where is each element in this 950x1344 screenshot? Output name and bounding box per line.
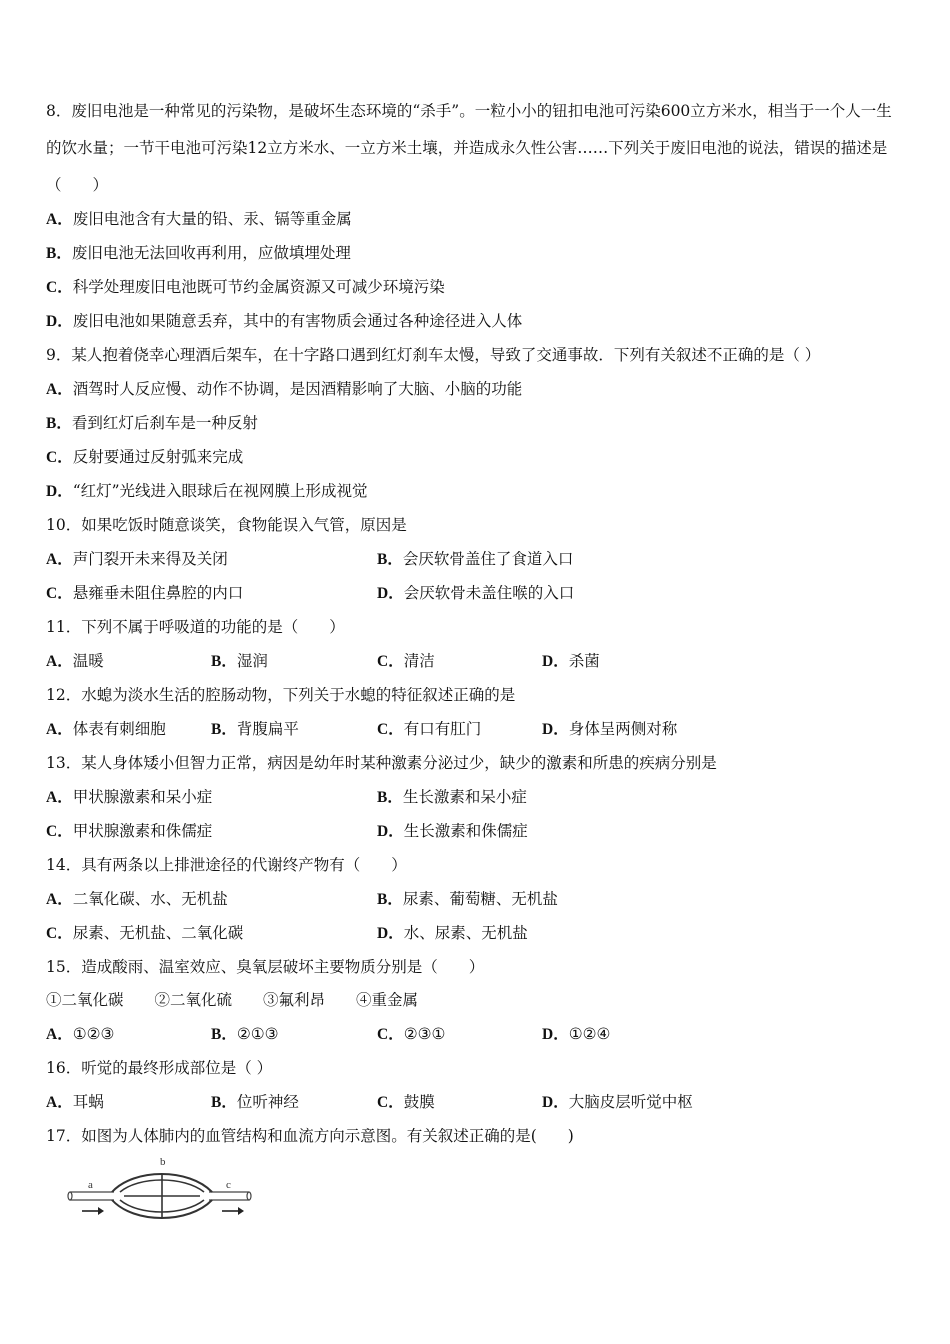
option-label: D． [46,313,73,330]
question-16-option-d [542,1092,693,1113]
option-text: 废旧电池无法回收再利用，应做填埋处理 [71,244,351,262]
option-label: D． [542,1094,569,1111]
question-17-stem: 17．如图为人体肺内的血管结构和血流方向示意图。有关叙述正确的是( ) [46,1127,574,1145]
question-13-stem: 13．某人身体矮小但智力正常，病因是幼年时某种激素分泌过少，缺少的激素和所患的疾病分别是 [46,754,717,772]
option-label: A． [46,211,73,228]
question-15-option-c [377,1024,445,1045]
question-15-option-d [542,1024,610,1045]
question-8-option-b [46,243,351,264]
question-14-option-d [377,923,528,944]
flow-arrow-out-icon [238,1207,244,1215]
option-text: 尿素、葡萄糖、无机盐 [402,890,558,908]
option-label: D． [377,925,404,942]
question-12-option-b [211,719,299,740]
option-label: B． [211,1026,237,1043]
option-text: 看到红灯后刹车是一种反射 [71,414,258,432]
option-label: D． [542,653,569,670]
option-text: 身体呈两侧对称 [568,720,678,738]
option-text: 二氧化碳、水、无机盐 [72,890,228,908]
question-14-option-b [377,889,558,910]
question-13-option-b [377,787,527,808]
question-15-option-b [211,1024,279,1045]
question-11-option-d [542,651,600,672]
option-label: A． [46,1026,73,1043]
question-10-option-d [377,583,574,604]
option-text: ②③① [403,1025,446,1043]
option-text: 声门裂开未来得及关闭 [72,550,228,568]
option-text: 水、尿素、无机盐 [403,924,528,942]
option-text: 尿素、无机盐、二氧化碳 [72,924,244,942]
option-text: 位听神经 [236,1093,299,1111]
option-label: A． [46,653,73,670]
question-10-option-c [46,583,243,604]
option-text: 生长激素和呆小症 [402,788,527,806]
option-text: ②①③ [236,1025,279,1043]
question-9-option-b [46,413,258,434]
question-16-option-b [211,1092,299,1113]
option-text: 体表有刺细胞 [72,720,166,738]
question-11-option-b [211,651,268,672]
option-label: D． [542,721,569,738]
option-label: B． [211,653,237,670]
option-label: C． [46,449,73,466]
option-text: 温暖 [72,652,104,670]
question-12-option-a [46,719,166,740]
option-text: 会厌软骨未盖住喉的入口 [403,584,575,602]
option-text: 清洁 [403,652,435,670]
option-text: 废旧电池含有大量的铅、汞、镉等重金属 [72,210,352,228]
vessel-c-end [247,1192,251,1200]
option-text: 背腹扁平 [236,720,299,738]
label-c: c [226,1179,231,1191]
option-text: 酒驾时人反应慢、动作不协调，是因酒精影响了大脑、小脑的功能 [72,380,523,398]
option-text: 会厌软骨盖住了食道入口 [402,550,574,568]
option-label: C． [46,585,73,602]
option-label: B． [211,1094,237,1111]
option-label: D． [46,483,73,500]
option-label: A． [46,1094,73,1111]
option-text: 湿润 [236,652,268,670]
question-14-stem: 14．具有两条以上排泄途径的代谢终产物有（ ） [46,856,407,874]
option-text: 杀菌 [568,652,600,670]
label-a: a [88,1179,93,1191]
question-8-stem: 8．废旧电池是一种常见的污染物，是破坏生态环境的“杀手”。一粒小小的钮扣电池可污染600立方米水，相当于一个人一生的饮水量；一节干电池可污染12立方米水、一立方米土壤，并造成永久性公害……下列关于废旧电池的说法，错误的描述是（ ） [46,102,892,194]
label-b: b [160,1156,166,1168]
question-16-stem: 16．听觉的最终形成部位是（ ） [46,1059,273,1077]
question-9-stem: 9．某人抱着侥幸心理酒后架车，在十字路口遇到红灯刹车太慢，导致了交通事故．下列有关叙述不正确的是（ ） [46,346,821,364]
question-10-option-b [377,549,573,570]
option-label: C． [377,653,404,670]
question-8-option-a [46,209,352,230]
option-label: B． [377,551,403,568]
question-14-option-c [46,923,243,944]
option-label: A． [46,789,73,806]
option-label: B． [377,789,403,806]
option-label: C． [377,721,404,738]
option-text: 废旧电池如果随意丢弃，其中的有害物质会通过各种途径进入人体 [72,312,523,330]
question-14-option-a [46,889,228,910]
option-text: 悬雍垂未阻住鼻腔的内口 [72,584,244,602]
question-15-items: ①二氧化碳 ②二氧化硫 ③氟利昂 ④重金属 [46,991,419,1009]
option-text: 生长激素和侏儒症 [403,822,528,840]
option-label: B． [377,891,403,908]
option-label: D． [542,1026,569,1043]
option-label: B． [46,245,72,262]
option-text: 鼓膜 [403,1093,435,1111]
question-8-option-d [46,311,522,332]
question-9-option-d [46,481,368,502]
option-label: B． [46,415,72,432]
option-label: C． [377,1094,404,1111]
option-text: 大脑皮层听觉中枢 [568,1093,693,1111]
option-text: 甲状腺激素和侏儒症 [72,822,213,840]
option-label: A． [46,891,73,908]
option-label: B． [211,721,237,738]
option-text: ①②③ [72,1025,115,1043]
option-label: C． [46,823,73,840]
question-10-option-a [46,549,228,570]
vessel-a-end [68,1192,72,1200]
question-9-option-c [46,447,243,468]
option-label: C． [377,1026,404,1043]
option-label: D． [377,823,404,840]
lung-capillary-diagram [44,1154,274,1234]
question-12-option-c [377,719,481,740]
option-text: ①②④ [568,1025,611,1043]
question-9-option-a [46,379,522,400]
option-text: 耳蜗 [72,1093,104,1111]
flow-arrow-in-icon [98,1207,104,1215]
question-13-option-d [377,821,528,842]
option-label: A． [46,721,73,738]
question-10-stem: 10．如果吃饭时随意谈笑，食物能误入气管，原因是 [46,516,407,534]
question-8-option-c [46,277,445,298]
question-11-option-a [46,651,104,672]
question-12-stem: 12．水螅为淡水生活的腔肠动物，下列关于水螅的特征叙述正确的是 [46,686,516,704]
question-11-stem: 11．下列不属于呼吸道的功能的是（ ） [46,618,345,636]
option-text: 科学处理废旧电池既可节约金属资源又可减少环境污染 [72,278,445,296]
question-11-option-c [377,651,435,672]
question-16-option-a [46,1092,104,1113]
option-text: 反射要通过反射弧来完成 [72,448,244,466]
question-15-option-a [46,1024,114,1045]
option-text: 甲状腺激素和呆小症 [72,788,213,806]
option-text: “红灯”光线进入眼球后在视网膜上形成视觉 [72,482,368,500]
question-16-option-c [377,1092,435,1113]
question-13-option-a [46,787,212,808]
option-text: 有口有肛门 [403,720,482,738]
option-label: A． [46,551,73,568]
question-13-option-c [46,821,212,842]
option-label: C． [46,279,73,296]
question-12-option-d [542,719,677,740]
option-label: C． [46,925,73,942]
question-15-stem: 15．造成酸雨、温室效应、臭氧层破坏主要物质分别是（ ） [46,958,485,976]
option-label: D． [377,585,404,602]
option-label: A． [46,381,73,398]
